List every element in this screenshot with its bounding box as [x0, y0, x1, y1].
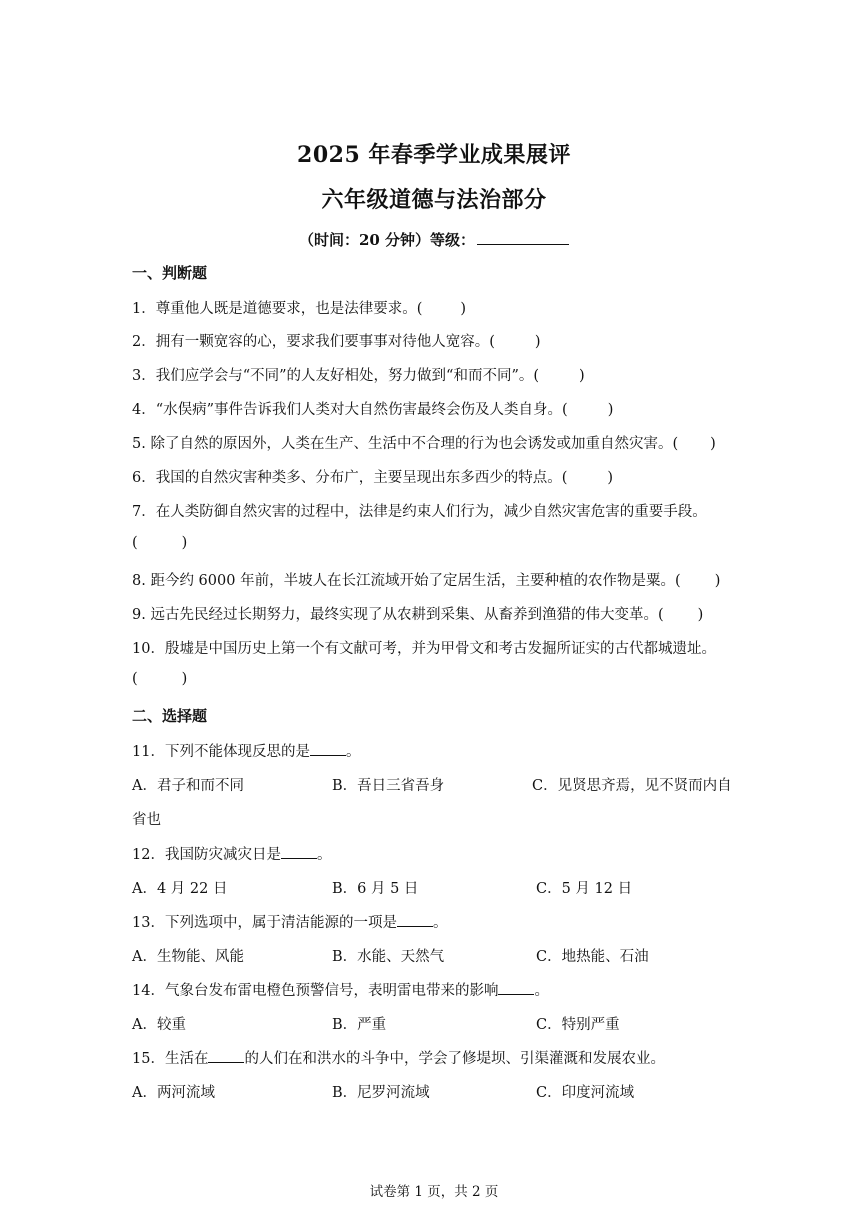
- option-b: B．6 月 5 日: [332, 881, 419, 897]
- question-line: [132, 671, 187, 687]
- question-line: [132, 398, 613, 419]
- question-line: [132, 535, 187, 551]
- question-line: [132, 569, 720, 590]
- question-paren-close: ): [710, 436, 716, 452]
- question-line: [132, 843, 331, 864]
- question-text-end: 。: [316, 847, 332, 863]
- question-line: [132, 911, 447, 932]
- option-c-wrap: 省也: [132, 812, 161, 828]
- question-line: [132, 979, 549, 1000]
- question-paren-close: ): [579, 368, 585, 384]
- answer-blank: [498, 981, 534, 995]
- answer-blank: [397, 913, 433, 927]
- option-b: B．严重: [332, 1017, 387, 1033]
- question-text: 15．生活在: [132, 1051, 209, 1067]
- option-a: A．两河流域: [132, 1085, 215, 1101]
- question-paren-close: ): [181, 535, 188, 551]
- answer-blank: [281, 845, 317, 859]
- option-a: A．较重: [132, 1017, 186, 1033]
- question-paren-close: ): [697, 607, 704, 623]
- question-line: [132, 637, 716, 658]
- option-c: C．见贤思齐焉，见不贤而内自: [532, 778, 732, 794]
- question-line: [132, 1047, 665, 1068]
- question-paren-close: ): [181, 671, 188, 687]
- answer-blank: [208, 1049, 244, 1063]
- question-text: 8. 距今约 6000 年前，半坡人在长江流域开始了定居生活，主要种植的农作物是粟。(: [132, 573, 681, 589]
- option-a: A．4 月 22 日: [132, 881, 228, 897]
- option-b: B．尼罗河流域: [332, 1085, 430, 1101]
- question-text: 11．下列不能体现反思的是: [132, 744, 310, 760]
- question-line: [132, 297, 466, 318]
- question-line: [132, 500, 707, 521]
- answer-blank: [310, 742, 346, 756]
- question-paren-close: ): [714, 573, 721, 589]
- question-text: 12．我国防灾减灾日是: [132, 847, 281, 863]
- option-c: C．特别严重: [536, 1017, 620, 1033]
- question-text: 9. 远古先民经过长期努力，最终实现了从农耕到采集、从畜养到渔猎的伟大变革。(: [132, 607, 664, 623]
- question-text-end: 。: [345, 744, 361, 760]
- question-line: [132, 740, 360, 761]
- exam-info: [0, 229, 868, 250]
- section-heading-multiple-choice: 二、选择题: [132, 707, 208, 725]
- question-text: 6．我国的自然灾害种类多、分布广，主要呈现出东多西少的特点。(: [132, 470, 568, 486]
- option-c: C．地热能、石油: [536, 949, 649, 965]
- question-line: [132, 364, 585, 385]
- question-text: 13．下列选项中，属于清洁能源的一项是: [132, 915, 397, 931]
- question-text: 10．殷墟是中国历史上第一个有文献可考，并为甲骨文和考古发掘所证实的古代都城遗址。: [132, 641, 716, 657]
- exam-title: 2025 年春季学业成果展评: [297, 142, 571, 168]
- question-paren-close: ): [534, 334, 541, 350]
- option-b: B．水能、天然气: [332, 949, 445, 965]
- option-c: C．印度河流域: [536, 1085, 635, 1101]
- option-c: C．5 月 12 日: [536, 881, 633, 897]
- question-text: 2．拥有一颗宽容的心，要求我们要事事对待他人宽容。(: [132, 334, 495, 350]
- page-footer: 试卷第 1 页，共 2 页: [369, 1184, 499, 1200]
- question-text: 14．气象台发布雷电橙色预警信号，表明雷电带来的影响: [132, 983, 499, 999]
- option-a: A．君子和而不同: [132, 778, 244, 794]
- question-text-end: 。: [534, 983, 549, 999]
- question-text-end: 的人们在和洪水的斗争中，学会了修堤坝、引渠灌溉和发展农业。: [244, 1051, 665, 1067]
- question-text: 3．我们应学会与“不同”的人友好相处，努力做到“和而不同”。(: [132, 368, 540, 384]
- question-line: [132, 432, 716, 453]
- exam-info-text: （时间：20 分钟）等级：: [298, 231, 476, 249]
- exam-subtitle: 六年级道德与法治部分: [321, 187, 547, 213]
- question-text: 4．“水俣病”事件告诉我们人类对大自然伤害最终会伤及人类自身。(: [132, 402, 568, 418]
- question-line: [132, 330, 541, 351]
- question-paren-close: ): [607, 470, 614, 486]
- section-heading-true-false: 一、判断题: [132, 264, 208, 282]
- question-paren-open: (: [132, 671, 138, 687]
- question-line: [132, 466, 613, 487]
- question-text: 5. 除了自然的原因外，人类在生产、生活中不合理的行为也会诱发或加重自然灾害。(: [132, 436, 679, 452]
- question-paren-close: ): [607, 402, 614, 418]
- grade-blank: [477, 230, 569, 245]
- option-a: A．生物能、风能: [132, 949, 244, 965]
- question-text: 1．尊重他人既是道德要求，也是法律要求。(: [132, 301, 423, 317]
- option-b: B．吾日三省吾身: [332, 778, 445, 794]
- question-line: [132, 603, 703, 624]
- question-text-end: 。: [432, 915, 448, 931]
- question-text: 7．在人类防御自然灾害的过程中，法律是约束人们行为，减少自然灾害危害的重要手段。: [132, 504, 707, 520]
- question-paren-open: (: [132, 535, 138, 551]
- question-paren-close: ): [460, 301, 467, 317]
